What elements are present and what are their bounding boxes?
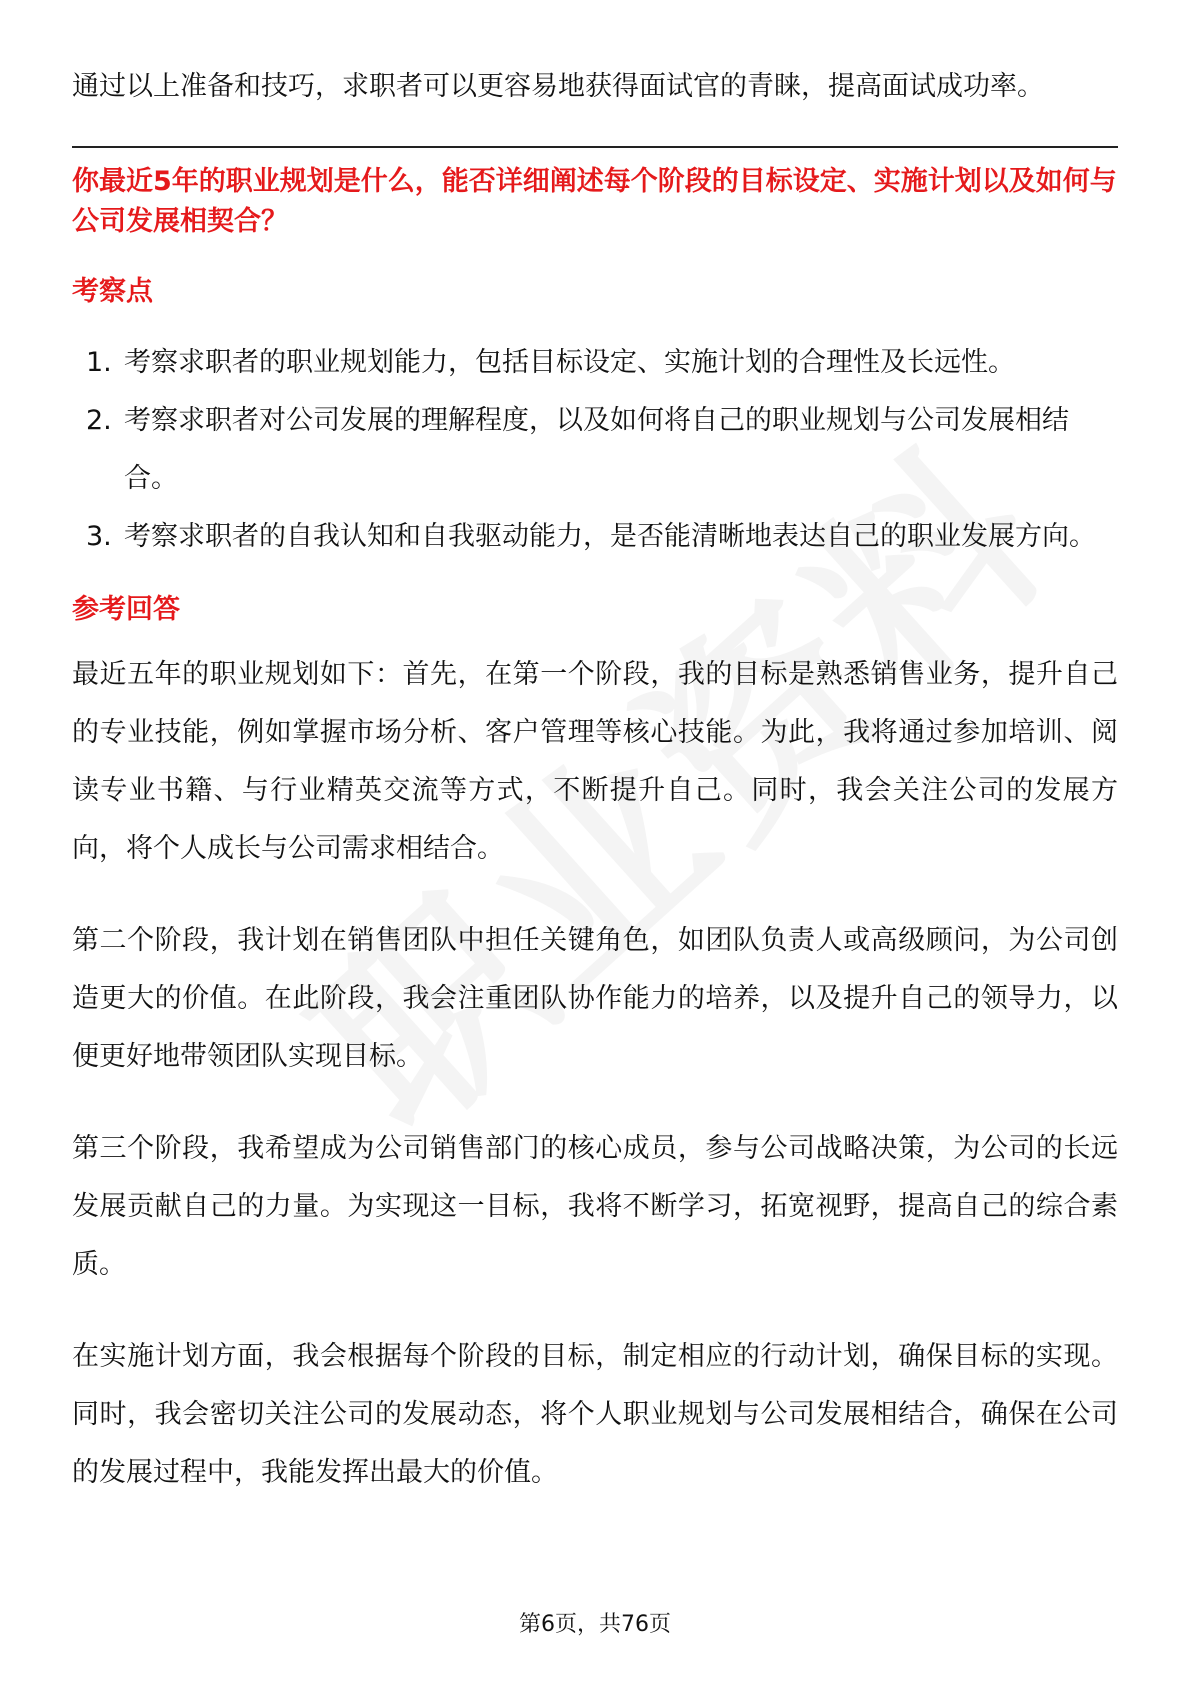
document-page xyxy=(72,58,1118,1536)
exam-point-number: 1. xyxy=(86,347,112,378)
exam-point-text: 考察求职者的职业规划能力，包括目标设定、实施计划的合理性及长远性。 xyxy=(124,347,1015,378)
answer-paragraph: 第三个阶段，我希望成为公司销售部门的核心成员，参与公司战略决策，为公司的长远发展贡献自己的力量。为实现这一目标，我将不断学习，拓宽视野，提高自己的综合素质。 xyxy=(72,1133,1118,1280)
question-heading: 你最近5年的职业规划是什么，能否详细阐述每个阶段的目标设定、实施计划以及如何与公司发展相契合？ xyxy=(72,166,1117,237)
intro-paragraph: 通过以上准备和技巧，求职者可以更容易地获得面试官的青睐，提高面试成功率。 xyxy=(72,71,1044,102)
answer-paragraph: 最近五年的职业规划如下：首先，在第一个阶段，我的目标是熟悉销售业务，提升自己的专业技能，例如掌握市场分析、客户管理等核心技能。为此，我将通过参加培训、阅读专业书籍、与行业精英交流等方式，不断提升自己。同时，我会关注公司的发展方向，将个人成长与公司需求相结合。 xyxy=(72,659,1118,864)
answer-paragraph: 在实施计划方面，我会根据每个阶段的目标，制定相应的行动计划，确保目标的实现。同时，我会密切关注公司的发展动态，将个人职业规划与公司发展相结合，确保在公司的发展过程中，我能发挥出最大的价值。 xyxy=(72,1341,1118,1488)
exam-points-list xyxy=(72,334,1118,566)
exam-point-item xyxy=(72,334,1118,392)
page-footer: 第6页，共76页 xyxy=(519,1612,671,1637)
answer-paragraph: 第二个阶段，我计划在销售团队中担任关键角色，如团队负责人或高级顾问，为公司创造更大的价值。在此阶段，我会注重团队协作能力的培养，以及提升自己的领导力，以便更好地带领团队实现目标。 xyxy=(72,925,1118,1072)
exam-point-item xyxy=(72,392,1118,508)
section-divider xyxy=(72,146,1118,148)
answer-title: 参考回答 xyxy=(72,594,180,625)
exam-points-title: 考察点 xyxy=(72,276,153,307)
exam-point-number: 3. xyxy=(86,521,112,552)
exam-point-text: 考察求职者的自我认知和自我驱动能力，是否能清晰地表达自己的职业发展方向。 xyxy=(124,521,1096,552)
exam-point-item xyxy=(72,508,1118,566)
exam-point-number: 2. xyxy=(86,405,112,436)
exam-point-text: 考察求职者对公司发展的理解程度，以及如何将自己的职业规划与公司发展相结合。 xyxy=(124,405,1069,494)
